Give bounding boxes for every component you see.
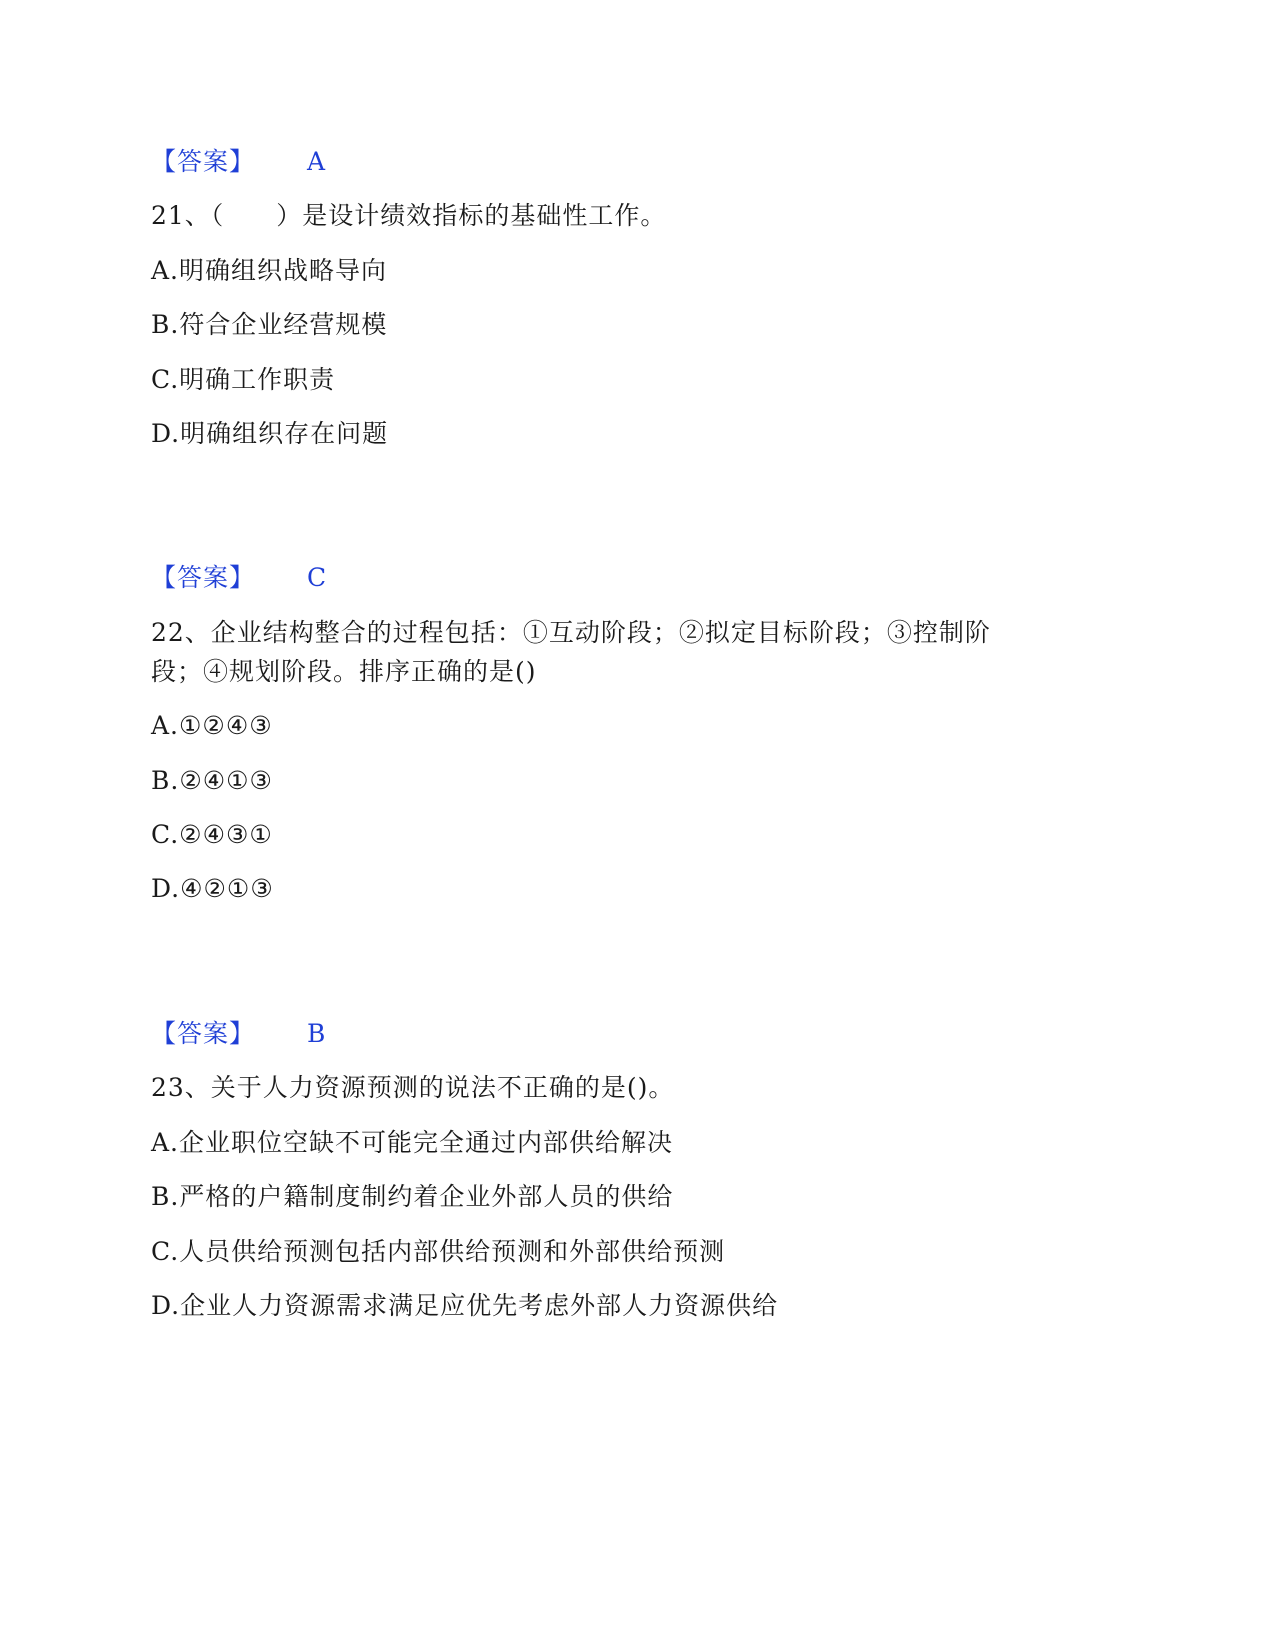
option-c: C.人员供给预测包括内部供给预测和外部供给预测 (151, 1237, 726, 1266)
option-a: A.企业职位空缺不可能完全通过内部供给解决 (151, 1128, 674, 1157)
answer-line (151, 1018, 325, 1050)
answer-value: A (307, 147, 326, 176)
question-text-line-2: 段；④规划阶段。排序正确的是() (151, 657, 537, 686)
option-a: A.①②④③ (151, 711, 273, 740)
option-d: D.企业人力资源需求满足应优先考虑外部人力资源供给 (151, 1291, 779, 1320)
answer-line (151, 562, 326, 594)
option-b: B.②④①③ (151, 766, 273, 795)
option-d: D.④②①③ (151, 874, 274, 903)
answer-line (151, 146, 325, 178)
option-a: A.明确组织战略导向 (151, 256, 388, 285)
option-b: B.严格的户籍制度制约着企业外部人员的供给 (151, 1182, 674, 1211)
option-d: D.明确组织存在问题 (151, 419, 389, 448)
answer-label: 【答案】 (151, 563, 256, 592)
option-b: B.符合企业经营规模 (151, 310, 388, 339)
question-text-line-1: 22、企业结构整合的过程包括：①互动阶段；②拟定目标阶段；③控制阶 (151, 618, 991, 647)
answer-label: 【答案】 (151, 1019, 256, 1048)
question-text: 23、关于人力资源预测的说法不正确的是()。 (151, 1073, 675, 1102)
answer-value: C (307, 563, 327, 592)
option-c: C.②④③① (151, 820, 273, 849)
answer-value: B (307, 1019, 326, 1048)
option-c: C.明确工作职责 (151, 365, 336, 394)
question-text: 21、（ ）是设计绩效指标的基础性工作。 (151, 201, 667, 230)
answer-label: 【答案】 (151, 147, 256, 176)
